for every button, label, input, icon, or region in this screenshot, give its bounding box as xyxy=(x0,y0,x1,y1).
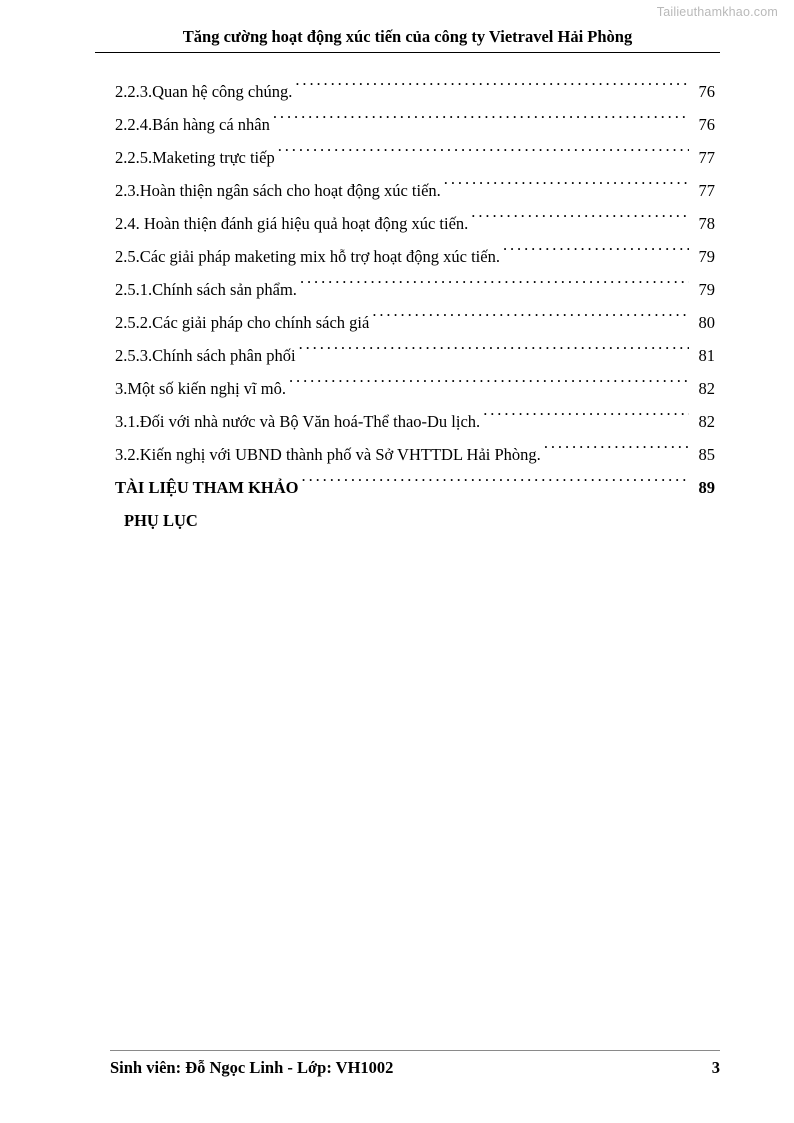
toc-dot-leader xyxy=(471,213,689,230)
header-title: Tăng cường hoạt động xúc tiến của công ty Vietravel Hải Phòng xyxy=(182,27,633,46)
toc-dot-leader xyxy=(300,279,689,296)
toc-entry-page-number: 77 xyxy=(698,148,715,167)
toc-entry-label: 2.2.5.Maketing trực tiếp xyxy=(115,148,275,167)
toc-entry-page-number: 82 xyxy=(698,379,715,398)
toc-entry-label: 2.2.4.Bán hàng cá nhân xyxy=(115,115,270,134)
toc-entry[interactable] xyxy=(115,141,715,174)
site-watermark: Tailieuthamkhao.com xyxy=(656,5,778,19)
toc-entry[interactable] xyxy=(115,372,715,405)
toc-dot-leader xyxy=(302,477,689,494)
toc-entry[interactable] xyxy=(115,240,715,273)
toc-entry-page-number: 82 xyxy=(698,412,715,431)
toc-entry[interactable] xyxy=(115,273,715,306)
toc-dot-leader xyxy=(503,246,689,263)
toc-entry-label: TÀI LIỆU THAM KHẢO xyxy=(115,478,299,497)
toc-entry-label: 2.5.3.Chính sách phân phối xyxy=(115,346,296,365)
toc-entry-page-number: 89 xyxy=(698,478,715,497)
toc-dot-leader xyxy=(273,114,689,131)
toc-entry-page-number: 81 xyxy=(698,346,715,365)
toc-entry[interactable] xyxy=(115,207,715,240)
toc-entry[interactable] xyxy=(115,405,715,438)
toc-entry-label: 3.1.Đối với nhà nước và Bộ Văn hoá-Thể thao-Du lịch. xyxy=(115,412,481,431)
toc-entry-label: 3.Một số kiến nghị vĩ mô. xyxy=(115,379,286,398)
footer-page-number: 3 xyxy=(711,1058,720,1077)
toc-entry[interactable] xyxy=(115,108,715,141)
toc-dot-leader xyxy=(201,510,689,527)
toc-entry[interactable] xyxy=(115,471,715,504)
toc-dot-leader xyxy=(278,147,689,164)
toc-entry-label: 3.2.Kiến nghị với UBND thành phố và Sở VHTTDL Hải Phòng. xyxy=(115,445,541,464)
toc-entry-page-number: 79 xyxy=(698,247,715,266)
toc-dot-leader xyxy=(483,411,689,428)
header-divider xyxy=(95,52,720,53)
toc-entry-label: 2.4. Hoàn thiện đánh giá hiệu quả hoạt động xúc tiến. xyxy=(115,214,469,233)
toc-entry-label: 2.3.Hoàn thiện ngân sách cho hoạt động xúc tiến. xyxy=(115,181,441,200)
toc-entry[interactable] xyxy=(115,339,715,372)
toc-dot-leader xyxy=(372,312,689,329)
footer-divider xyxy=(110,1050,720,1051)
toc-dot-leader xyxy=(289,378,689,395)
toc-entry-page-number: 79 xyxy=(698,280,715,299)
toc-entry-label: 2.5.Các giải pháp maketing mix hỗ trợ hoạt động xúc tiến. xyxy=(115,247,500,266)
toc-entry-label: 2.5.2.Các giải pháp cho chính sách giá xyxy=(115,313,370,332)
page-footer xyxy=(110,1050,720,1078)
toc-entry[interactable] xyxy=(115,504,715,537)
toc-entry-page-number: 78 xyxy=(698,214,715,233)
toc-entry-label: 2.5.1.Chính sách sản phẩm. xyxy=(115,280,297,299)
toc-entry-page-number: 76 xyxy=(698,82,715,101)
toc-entry-page-number: 77 xyxy=(698,181,715,200)
toc-entry[interactable] xyxy=(115,75,715,108)
toc-entry[interactable] xyxy=(115,438,715,471)
toc-entry[interactable] xyxy=(115,306,715,339)
toc-entry-label: 2.2.3.Quan hệ công chúng. xyxy=(115,82,293,101)
footer-author: Sinh viên: Đỗ Ngọc Linh - Lớp: VH1002 xyxy=(110,1058,394,1077)
toc-entry-label: PHỤ LỤC xyxy=(124,511,198,530)
toc-entry-page-number: 76 xyxy=(698,115,715,134)
toc-dot-leader xyxy=(299,345,689,362)
running-header xyxy=(95,27,720,53)
toc-dot-leader xyxy=(444,180,689,197)
toc-entry-page-number: 85 xyxy=(698,445,715,464)
toc-dot-leader xyxy=(544,444,689,461)
toc-entry-page-number: 80 xyxy=(698,313,715,332)
toc-dot-leader xyxy=(295,81,689,98)
toc-entry[interactable] xyxy=(115,174,715,207)
table-of-contents xyxy=(115,75,715,537)
